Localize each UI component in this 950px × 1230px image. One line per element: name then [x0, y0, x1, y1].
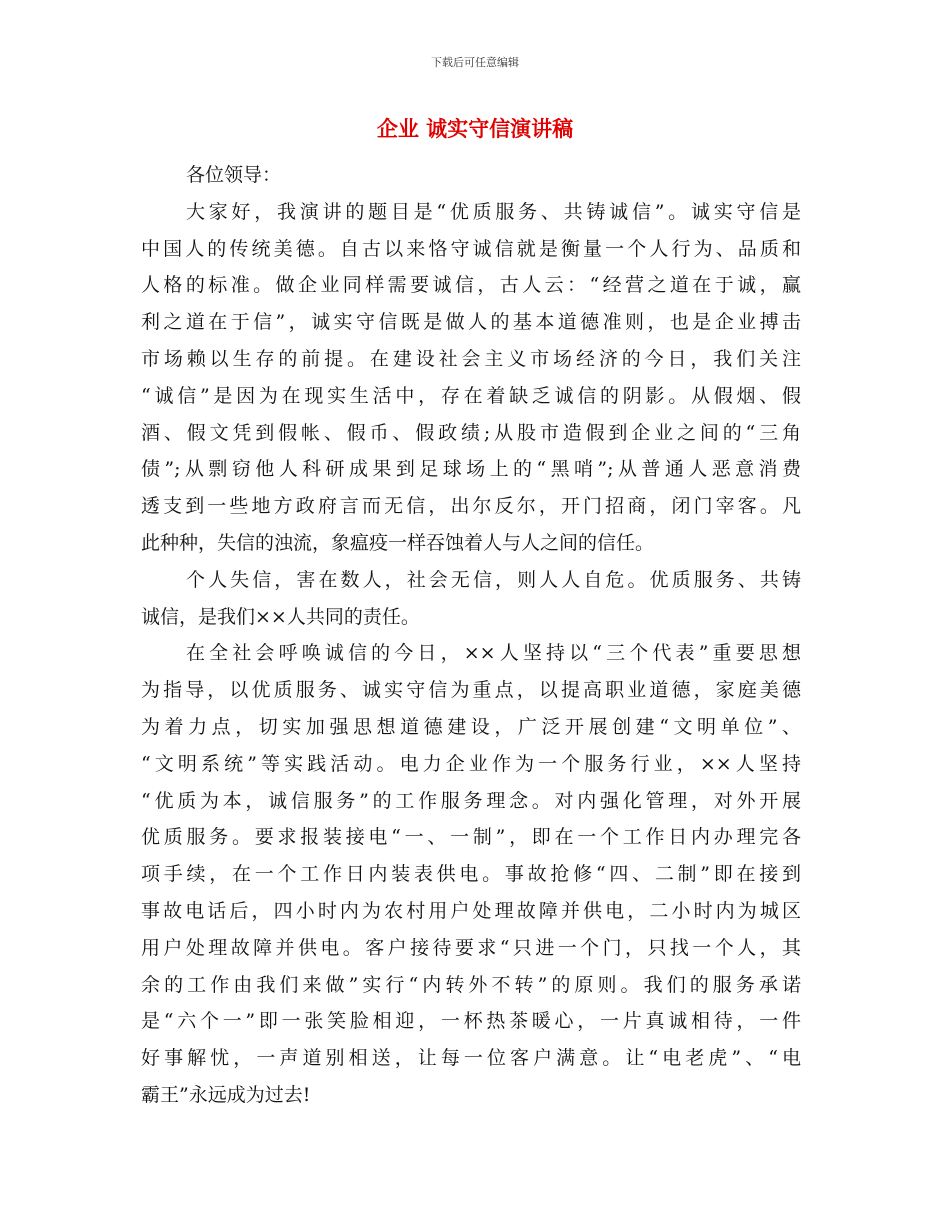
body-line: 利之道在于信”，诚实守信既是做人的基本道德准则，也是企业搏击: [141, 311, 801, 334]
body-line: 好事解忧，一声道别相送，让每一位客户满意。让“电老虎”、“电: [141, 1047, 801, 1070]
body-line: 项手续，在一个工作日内装表供电。事故抢修“四、二制”即在接到: [141, 863, 801, 886]
body-line: 优质服务。要求报装接电“一、一制”，即在一个工作日内办理完各: [141, 826, 801, 849]
body-line: 在全社会呼唤诚信的今日，××人坚持以“三个代表”重要思想: [186, 642, 801, 665]
body-line: 为指导，以优质服务、诚实守信为重点，以提高职业道德，家庭美德: [141, 679, 801, 702]
body-line: 用户处理故障并供电。客户接待要求“只进一个门，只找一个人，其: [141, 936, 801, 959]
body-line: “优质为本，诚信服务”的工作服务理念。对内强化管理，对外开展: [141, 789, 801, 812]
body-line: 霸王”永远成为过去!: [141, 1083, 311, 1106]
salutation: 各位领导：: [186, 164, 282, 186]
body-line: 是“六个一”即一张笑脸相迎，一杯热茶暖心，一片真诚相待，一件: [141, 1010, 801, 1033]
page-header-note: 下载后可任意编辑: [431, 56, 519, 69]
body-line: 事故电话后，四小时内为农村用户处理故障并供电，二小时内为城区: [141, 899, 801, 922]
document-body: [141, 157, 801, 1114]
body-line: 人格的标准。做企业同样需要诚信，古人云：“经营之道在于诚，赢: [141, 274, 801, 297]
body-line: 市场赖以生存的前提。在建设社会主义市场经济的今日，我们关注: [141, 347, 801, 370]
body-line: 大家好，我演讲的题目是“优质服务、共铸诚信”。诚实守信是: [186, 200, 801, 223]
body-line: 此种种，失信的浊流，象瘟疫一样吞蚀着人与人之间的信任。: [141, 531, 655, 554]
body-lines: [141, 194, 801, 1114]
body-line: 债”;从剽窃他人科研成果到足球场上的“黑哨”;从普通人恶意消费: [141, 458, 801, 481]
body-line: 中国人的传统美德。自古以来恪守诚信就是衡量一个人行为、品质和: [141, 237, 801, 260]
body-line: “诚信”是因为在现实生活中，存在着缺乏诚信的阴影。从假烟、假: [141, 384, 801, 407]
body-line: 余的工作由我们来做”实行“内转外不转”的原则。我们的服务承诺: [141, 973, 801, 996]
document-title: 企业 诚实守信演讲稿: [376, 117, 574, 141]
body-line: 诚信，是我们××人共同的责任。: [141, 605, 420, 628]
body-line: 个人失信，害在数人，社会无信，则人人自危。优质服务、共铸: [186, 568, 801, 591]
body-line: 酒、假文凭到假帐、假币、假政绩;从股市造假到企业之间的“三角: [141, 421, 801, 444]
body-line: “文明系统”等实践活动。电力企业作为一个服务行业，××人坚持: [141, 752, 801, 775]
body-line: 透支到一些地方政府言而无信，出尔反尔，开门招商，闭门宰客。凡: [141, 495, 801, 518]
body-line: 为着力点，切实加强思想道德建设，广泛开展创建“文明单位”、: [141, 715, 801, 738]
